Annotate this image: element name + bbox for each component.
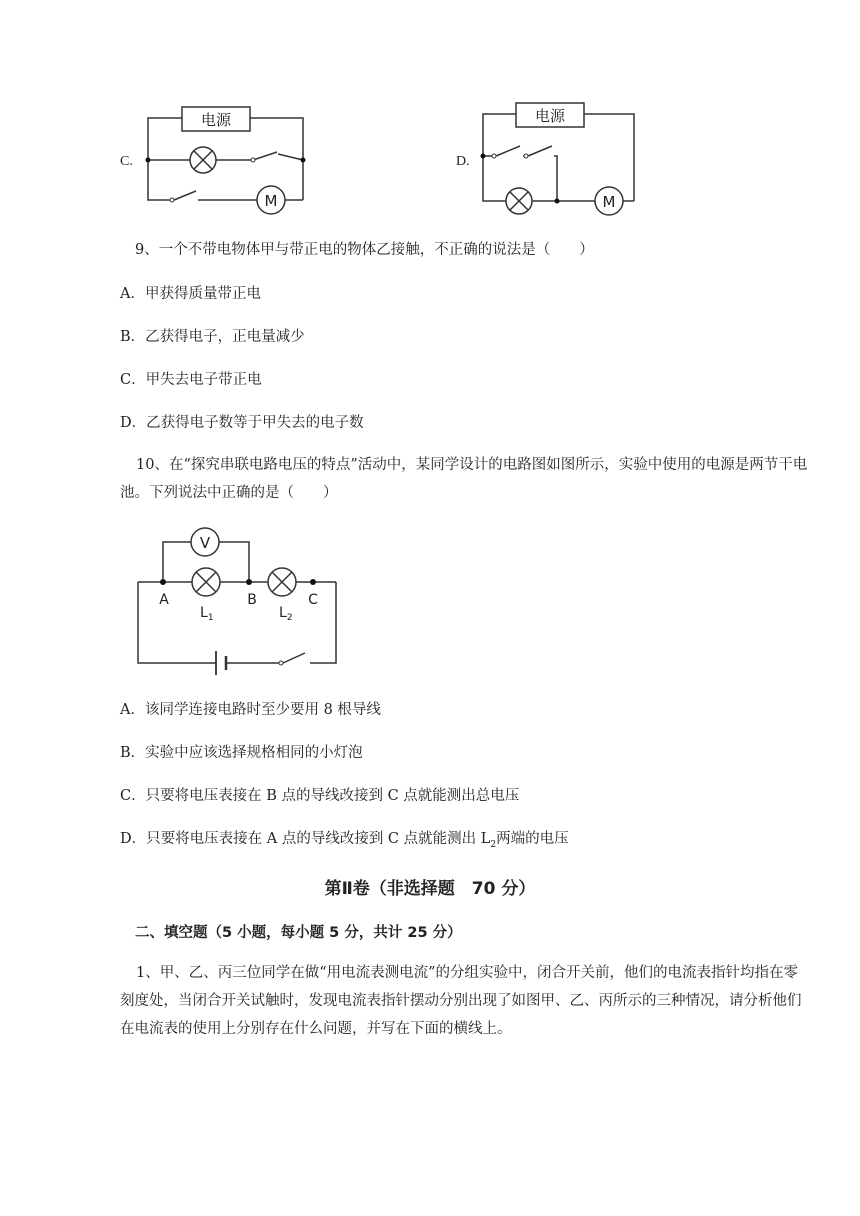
voltmeter-label: V — [199, 534, 211, 552]
point-b-label: B — [247, 592, 257, 608]
question-9-option-a: A．甲获得质量带正电 — [120, 286, 261, 302]
question-9-option-c: C．甲失去电子带正电 — [120, 372, 262, 388]
section-two-heading: 二、填空题（5 小题，每小题 5 分，共计 25 分） — [135, 925, 462, 941]
battery-icon — [216, 651, 226, 675]
point-c-label: C — [308, 592, 318, 608]
lamp-l2-icon — [268, 568, 296, 596]
power-source-label: 电源 — [200, 111, 232, 129]
question-10-option-c: C．只要将电压表接在 B 点的导线改接到 C 点就能测出总电压 — [120, 788, 520, 804]
fill-question-1-text: 1、甲、乙、丙三位同学在做“用电流表测电流”的分组实验中，闭合开关前，他们的电流表指针均指在零刻度处，当闭合开关试触时，发现电流表指针摆动分别出现了如图甲、乙、丙所示的三种情况，请分析他们在电流表的使用上分别存在什么问题，并写在下面的横线上。 — [120, 965, 802, 1037]
lamp-l1-icon — [192, 568, 220, 596]
question-9-stem: 9、一个不带电物体甲与带正电的物体乙接触，不正确的说法是（ ） — [135, 242, 594, 258]
power-source-label: 电源 — [534, 107, 566, 125]
circuit-diagram-d — [476, 98, 646, 218]
series-circuit-diagram — [130, 525, 345, 675]
voltmeter-icon — [191, 528, 219, 556]
lamp-icon — [190, 147, 216, 173]
point-a-label: A — [159, 592, 169, 608]
question-10-option-a: A．该同学连接电路时至少要用 8 根导线 — [120, 702, 381, 718]
question-10-stem: 10、在“探究串联电路电压的特点”活动中，某同学设计的电路图如图所示，实验中使用的电源是两节干电池。下列说法中正确的是（ ） — [120, 457, 808, 501]
lamp-l1-label: $L_1$ — [200, 605, 214, 623]
lamp-icon — [506, 188, 532, 214]
circuit-diagram-c — [140, 100, 310, 215]
lamp-l2-label: $L_2$ — [279, 605, 293, 623]
question-10-option-b: B．实验中应该选择规格相同的小灯泡 — [120, 745, 363, 761]
motor-icon — [257, 186, 285, 214]
motor-label: M — [602, 193, 616, 211]
motor-label: M — [264, 192, 278, 210]
part-two-title: 第Ⅱ卷（非选择题 70 分） — [324, 879, 536, 899]
option-c-label: C. — [120, 154, 133, 169]
question-9-option-b: B．乙获得电子，正电量减少 — [120, 329, 305, 345]
question-9-option-d: D．乙获得电子数等于甲失去的电子数 — [120, 415, 364, 431]
question-10-option-d: D．只要将电压表接在 A 点的导线改接到 C 点就能测出 $L_2$两端的电压 — [120, 831, 569, 850]
option-d-label: D. — [456, 154, 470, 169]
motor-icon — [595, 187, 623, 215]
